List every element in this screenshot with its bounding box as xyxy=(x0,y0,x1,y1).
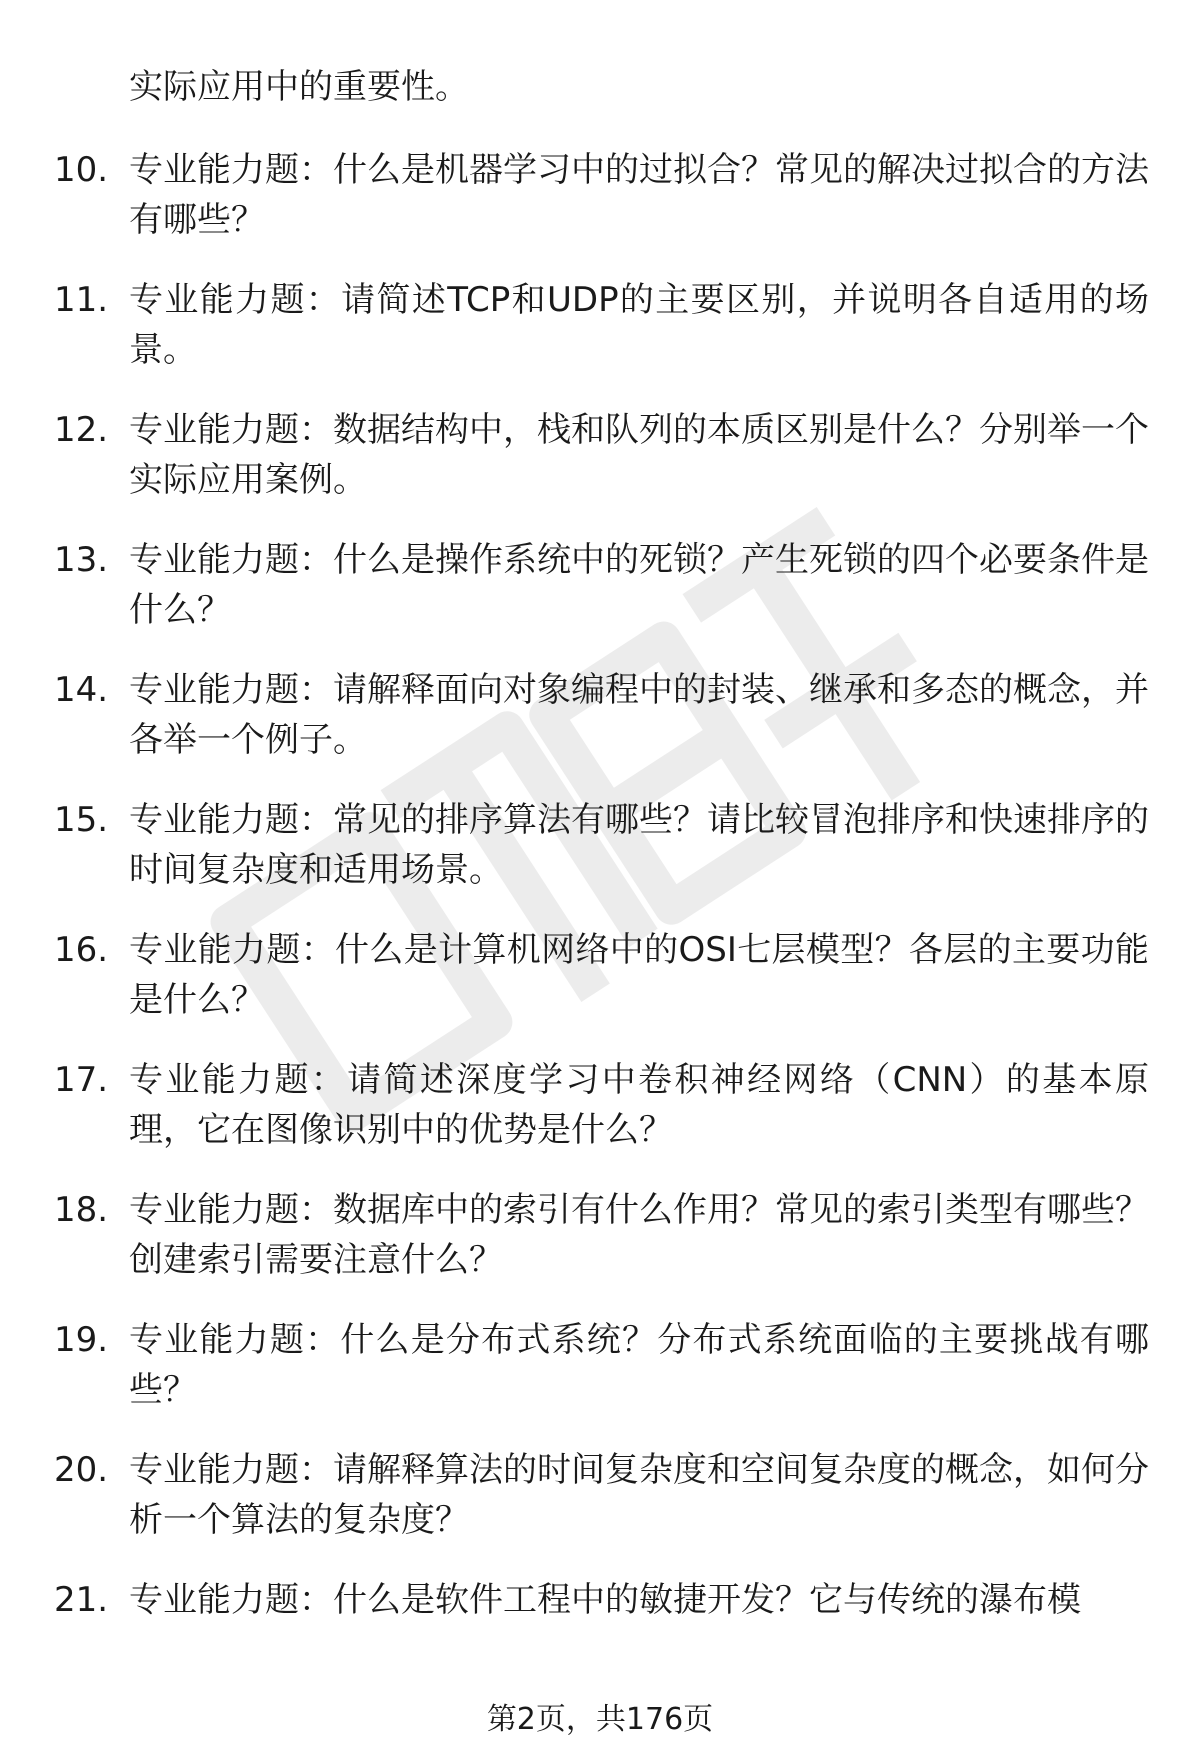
question-number: 16. xyxy=(54,930,109,970)
question-item xyxy=(0,665,1200,795)
question-item xyxy=(0,145,1200,275)
question-number: 14. xyxy=(54,670,109,710)
question-number: 21. xyxy=(54,1580,109,1620)
question-item xyxy=(0,275,1200,405)
question-item xyxy=(0,405,1200,535)
continuation-text: 实际应用中的重要性。 xyxy=(129,67,469,107)
question-text: 专业能力题：请简述TCP和UDP的主要区别，并说明各自适用的场景。 xyxy=(129,280,1149,370)
question-item xyxy=(0,1575,1200,1705)
question-item xyxy=(0,535,1200,665)
question-text: 专业能力题：数据库中的索引有什么作用？常见的索引类型有哪些？创建索引需要注意什么？ xyxy=(129,1190,1149,1280)
question-number: 15. xyxy=(54,800,109,840)
question-text: 专业能力题：什么是操作系统中的死锁？产生死锁的四个必要条件是什么？ xyxy=(129,540,1149,630)
question-text: 专业能力题：什么是机器学习中的过拟合？常见的解决过拟合的方法有哪些？ xyxy=(129,150,1149,240)
question-number: 12. xyxy=(54,410,109,450)
question-item xyxy=(0,795,1200,925)
question-text: 专业能力题：请解释算法的时间复杂度和空间复杂度的概念，如何分析一个算法的复杂度？ xyxy=(129,1450,1149,1540)
question-text: 专业能力题：常见的排序算法有哪些？请比较冒泡排序和快速排序的时间复杂度和适用场景。 xyxy=(129,800,1149,890)
question-text: 专业能力题：什么是计算机网络中的OSI七层模型？各层的主要功能是什么？ xyxy=(129,930,1149,1020)
question-item xyxy=(0,1315,1200,1445)
question-number: 13. xyxy=(54,540,109,580)
question-text: 专业能力题：请简述深度学习中卷积神经网络（CNN）的基本原理，它在图像识别中的优势是什么？ xyxy=(129,1060,1149,1150)
question-number: 10. xyxy=(54,150,109,190)
question-number: 18. xyxy=(54,1190,109,1230)
question-number: 20. xyxy=(54,1450,109,1490)
question-number: 17. xyxy=(54,1060,109,1100)
question-list xyxy=(0,145,1200,1705)
page-footer: 第2页，共176页 xyxy=(486,1702,714,1737)
question-number: 19. xyxy=(54,1320,109,1360)
question-item xyxy=(0,1185,1200,1315)
question-text: 专业能力题：数据结构中，栈和队列的本质区别是什么？分别举一个实际应用案例。 xyxy=(129,410,1149,500)
question-number: 11. xyxy=(54,280,109,320)
question-item xyxy=(0,1445,1200,1575)
question-text: 专业能力题：什么是分布式系统？分布式系统面临的主要挑战有哪些？ xyxy=(129,1320,1149,1410)
question-item xyxy=(0,1055,1200,1185)
question-text: 专业能力题：什么是软件工程中的敏捷开发？它与传统的瀑布模 xyxy=(129,1580,1081,1620)
question-text: 专业能力题：请解释面向对象编程中的封装、继承和多态的概念，并各举一个例子。 xyxy=(129,670,1149,760)
question-item xyxy=(0,925,1200,1055)
